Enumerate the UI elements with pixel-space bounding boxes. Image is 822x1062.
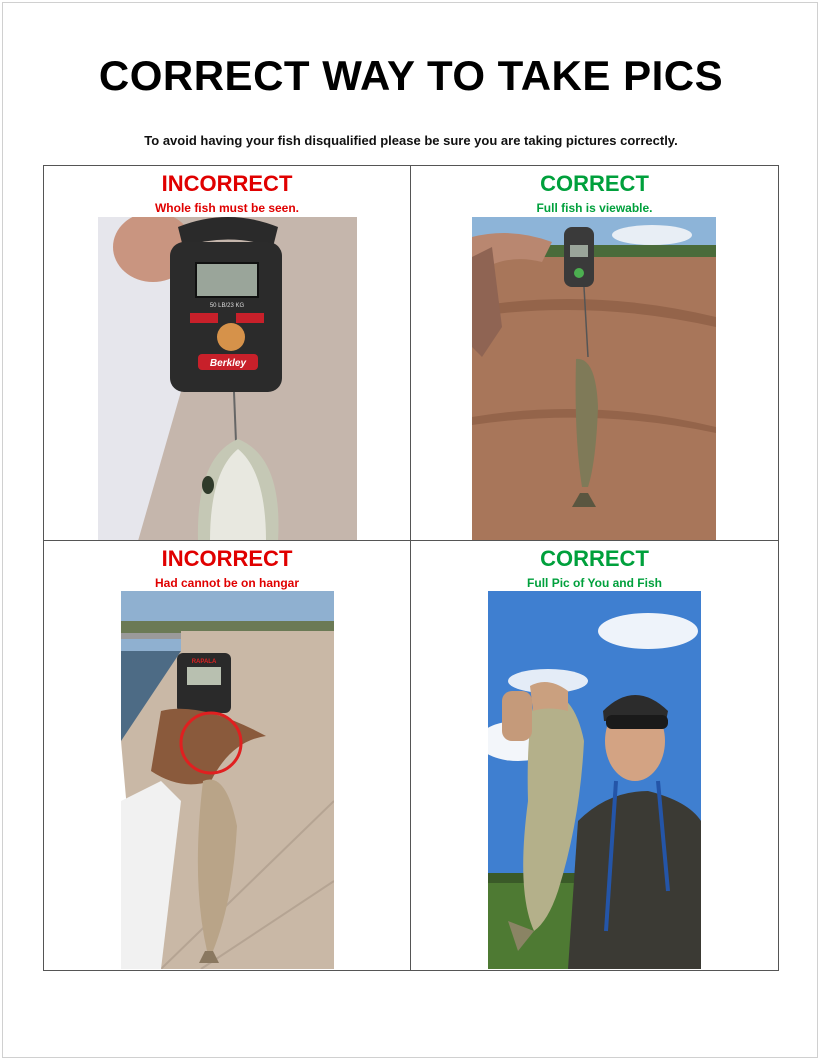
panel-caption: Whole fish must be seen. <box>154 201 300 215</box>
panel-heading: CORRECT <box>540 546 649 571</box>
page-title: CORRECT WAY TO TAKE PICS <box>98 52 724 99</box>
panel-heading: INCORRECT <box>161 546 293 571</box>
photo-fish-on-hangar <box>121 591 334 969</box>
photo-grid <box>43 165 779 971</box>
panel-caption: Had cannot be on hangar <box>154 576 299 590</box>
scale-brand: Berkley <box>209 358 247 369</box>
panel-incorrect-partial-fish <box>44 166 411 541</box>
panel-heading: INCORRECT <box>161 171 293 196</box>
panel-caption: Full Pic of You and Fish <box>527 576 662 590</box>
scale-brand: RAPALA <box>191 659 217 665</box>
panel-incorrect-hook-hangar <box>44 541 411 970</box>
panel-correct-full-fish <box>411 166 778 541</box>
panel-heading: CORRECT <box>540 171 649 196</box>
panel-caption: Full fish is viewable. <box>536 201 653 215</box>
page-subtitle: To avoid having your fish disqualified please be sure you are taking pictures correctly. <box>144 133 678 148</box>
panel-correct-you-and-fish <box>411 541 778 970</box>
scale-label: 50 LB/23 KG <box>209 303 245 309</box>
photo-partial-fish <box>98 217 357 541</box>
photo-full-fish <box>472 217 716 541</box>
photo-angler-with-fish <box>488 591 701 969</box>
